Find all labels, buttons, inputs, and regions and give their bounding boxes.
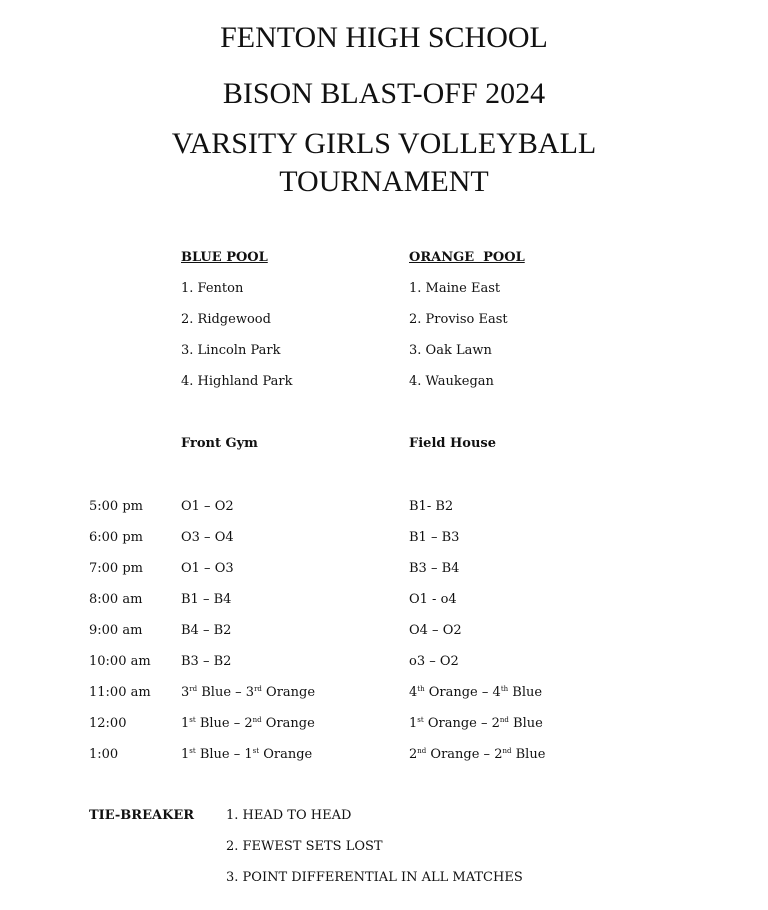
blue-pool-team: 4. Highland Park [181,374,293,389]
field-house-match: B1- B2 [409,499,454,514]
field-house-heading: Field House [409,436,496,451]
tiebreaker-label: TIE-BREAKER [89,808,195,823]
front-gym-match: O3 – O4 [181,530,234,545]
match-time: 10:00 am [89,654,151,669]
event-name-heading: BISON BLAST-OFF 2024 [222,77,546,110]
school-name-heading: FENTON HIGH SCHOOL [220,21,548,54]
field-house-match: B3 – B4 [409,561,460,576]
match-time: 5:00 pm [89,499,143,514]
orange-pool-team: 4. Waukegan [409,374,494,389]
field-house-match: O4 – O2 [409,623,462,638]
field-house-match: B1 – B3 [409,530,460,545]
match-time: 11:00 am [89,685,151,700]
blue-pool-team: 3. Lincoln Park [181,343,281,358]
front-gym-match: O1 – O3 [181,561,234,576]
orange-pool-team: 1. Maine East [409,281,501,296]
front-gym-match: 3rd Blue – 3rd Orange [181,685,316,700]
blue-pool-title: BLUE POOL [181,250,268,265]
front-gym-match: B4 – B2 [181,623,232,638]
field-house-match: o3 – O2 [409,654,459,669]
tournament-title-line1: VARSITY GIRLS VOLLEYBALL [171,127,597,160]
tiebreaker-rule: 3. POINT DIFFERENTIAL IN ALL MATCHES [226,870,523,885]
match-time: 7:00 pm [89,561,143,576]
orange-pool-team: 2. Proviso East [409,312,508,327]
orange-pool-team: 3. Oak Lawn [409,343,492,358]
match-time: 9:00 am [89,623,143,638]
match-time: 6:00 pm [89,530,143,545]
front-gym-match: B1 – B4 [181,592,232,607]
field-house-match: O1 - o4 [409,592,457,607]
tiebreaker-rule: 1. HEAD TO HEAD [226,808,352,823]
orange-pool-title: ORANGE POOL [409,250,525,265]
field-house-match: 4th Orange – 4th Blue [409,685,543,700]
field-house-match: 1st Orange – 2nd Blue [409,716,543,731]
front-gym-match: 1st Blue – 2nd Orange [181,716,315,731]
match-time: 12:00 [89,716,127,731]
tournament-title-line2: TOURNAMENT [279,165,489,198]
match-time: 1:00 [89,747,119,762]
field-house-match: 2nd Orange – 2nd Blue [409,747,546,762]
blue-pool-team: 1. Fenton [181,281,244,296]
front-gym-match: 1st Blue – 1st Orange [181,747,313,762]
match-time: 8:00 am [89,592,143,607]
front-gym-match: B3 – B2 [181,654,232,669]
front-gym-match: O1 – O2 [181,499,234,514]
front-gym-heading: Front Gym [181,436,258,451]
blue-pool-team: 2. Ridgewood [181,312,271,327]
tiebreaker-rule: 2. FEWEST SETS LOST [226,839,383,854]
